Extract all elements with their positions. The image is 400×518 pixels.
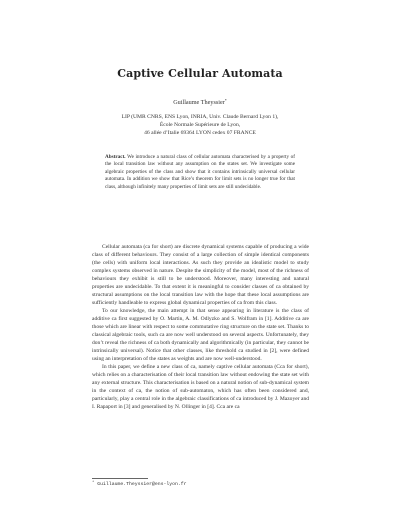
affiliation-line: École Normale Supérieure de Lyon, [159, 122, 241, 128]
affiliation-line: 46 allée d’Italie 69364 LYON cedex 07 FRANCE [144, 130, 256, 136]
body-text [92, 243, 309, 411]
abstract [105, 154, 295, 191]
footnote-mark: * [92, 481, 95, 485]
footnote-email: Guillaume.Theyssier@ens-lyon.fr [97, 482, 187, 487]
paragraph: In this paper, we define a new class of ca, namely captive cellular automata (Cca for short), which relies on a characterisation of their local transition law without endowing the state set with any external structure. This characterisation is based on a natural notion of sub-dynamical system in the context of ca, the notion of sub-automaton, which has often been considered and, particularly, play a central role in the algebraic classifications of ca introduced by J. Mazoyer and I. Rapaport in [3] and generalised by N. Ollinger in [4]. Cca are ca [92, 364, 309, 410]
author-name: Guillaume Theyssier [173, 99, 225, 106]
footnote-rule [92, 478, 148, 479]
footnote [92, 481, 309, 487]
abstract-label: Abstract. [105, 154, 126, 160]
author-footnote-mark: * [224, 98, 227, 103]
author-line [60, 98, 340, 106]
paper-title: Captive Cellular Automata [117, 67, 283, 80]
affiliation-line: LIP (UMR CNRS, ENS Lyon, INRIA, Univ. Claude Bernard Lyon 1), [121, 114, 279, 120]
paragraph: To our knowledge, the main attempt in that sense appearing in literature is the class of additive ca first suggested by O. Martin, A. M. Odlyzko and S. Wolfram in [1]. Additive ca are those which are linear with respect to some commutative ring structure on the state set. Thanks to classical algebraic tools, such ca are now well understood on several aspects. Unfortunately, they don’t reveal the richness of ca both dynamically and algorithmically (in particular, they cannot be intrinsically universal). Notice that other classes, like threshold ca studied in [2], were defined using an interpretation of the states as weights and are now well-understood. [92, 308, 309, 362]
paragraph: Cellular automata (ca for short) are discrete dynamical systems capable of producing a wide class of different behaviours. They consist of a large collection of simple identical components (the cells) with uniform local interactions. As such they provide an idealistic model to study complex systems observed in nature. Despite the simplicity of the model, most of the richness of behaviours they exhibit is still to be understood. Moreover, many interesting and natural properties are undecidable. To that extent it is meaningful to consider classes of ca obtained by structural assumptions on the local transition law with the hope that these local assumptions are sufficiently handleable to express global dynamical properties of ca from this class. [92, 244, 309, 306]
abstract-text: We introduce a natural class of cellular automata characterised by a property of the local transition law without any assumption on the states set. We investigate some algebraic properties of the class and show that it contains intrinsically universal cellular automata. In addition we show that Rice’s theorem for limit sets is no longer true for that class, although infinitely many properties of limit sets are still undecidable. [105, 154, 295, 190]
